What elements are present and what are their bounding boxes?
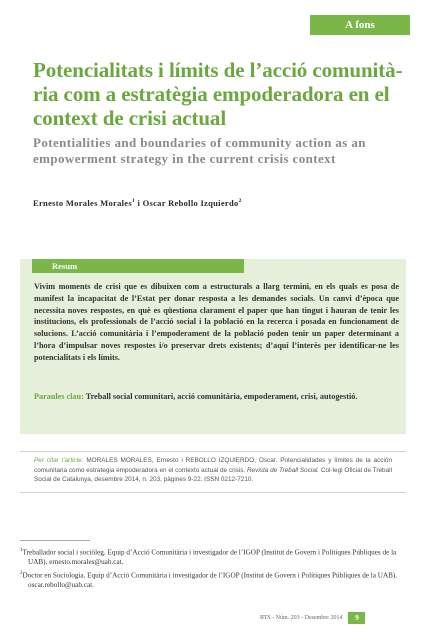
author-2: Oscar Rebollo Izquierdo	[142, 198, 239, 208]
authors-connector: i	[137, 198, 141, 208]
article-title: Potencialitats i límits de l’acció comunitària com a estratègia empoderadora en el context de crisi actual	[33, 58, 403, 130]
authors-line	[33, 198, 242, 208]
footnote-2-number: 2	[20, 570, 23, 576]
citation-publisher: Col·legi Oficial de Treball Social de Catalunya, desembre 2014, n. 203, pàgines 9-22. ISSN 0212-7210.	[34, 466, 392, 483]
keywords-label: Paraules clau:	[34, 392, 84, 401]
footer-journal: RTS - Núm. 203 - Desembre 2014	[260, 615, 343, 621]
title-block	[33, 58, 403, 167]
abstract-box	[20, 259, 406, 434]
footnote-2	[20, 569, 406, 591]
citation-label: Per citar l’article:	[34, 457, 84, 464]
footnote-1-number: 1	[20, 548, 23, 553]
author-1-note: 1	[131, 198, 136, 205]
article-subtitle: Potentialities and boundaries of community action as an empowerment strategy in the current crisis context	[33, 135, 366, 166]
section-tab	[310, 15, 410, 35]
footnote-divider	[20, 540, 90, 541]
keywords	[34, 391, 399, 403]
footnote-1	[20, 546, 406, 568]
footnote-2-text: Doctor en Sociologia. Equip d’Acció Comunitària i investigador de l’IGOP (Institut de Govern i Polítiques Públiques de la UAB). oscar.rebollo@uab.cat.	[22, 571, 398, 590]
author-2-note: 2	[238, 198, 242, 205]
abstract-text: Vivim moments de crisi que es dibuixen com a estructurals a llarg termini, en els quals es posa de manifest la incapacitat de l’Estat per donar resposta a les demandes socials. Un canvi d’època que necessita noves respostes, en què es qüestiona clarament el paper que han tingut i hauran de tenir les institucions, els professionals de l’acció social i la població en la recerca i posada en funcionament de solucions. L’acció comunitària i l’empoderament de la població poden tenir un paper determinant a l’hora d’impulsar noves respostes i/o preservar drets existents; d’aquí l’interès per identificar-ne les potencialitats i els límits.	[34, 282, 399, 362]
section-label: A fons	[345, 19, 375, 31]
citation-journal: Revista de Treball Social.	[247, 466, 320, 474]
page-number: 9	[348, 612, 365, 624]
keywords-list: Treball social comunitari, acció comunitària, empoderament, crisi, autogestió.	[85, 392, 358, 401]
author-1: Ernesto Morales Morales	[33, 198, 132, 208]
citation-box	[20, 451, 406, 493]
footnotes	[20, 546, 406, 592]
citation-authors: MORALES MORALES, Ernesto i REBOLLO IZQUIERDO, Oscar. Potencialidades y límites de la acción comunitaria como estrategia empoderadora en el contexto actual de crisis.	[34, 457, 392, 474]
abstract-heading: Resum	[32, 259, 244, 273]
page-footer	[260, 612, 365, 624]
footnote-1-text: Treballador social i sociòleg. Equip d’Acció Comunitària i investigador de l’IGOP (Institut de Govern i Polítiques Públiques de la UAB). ernesto.morales@uab.cat.	[22, 548, 397, 567]
